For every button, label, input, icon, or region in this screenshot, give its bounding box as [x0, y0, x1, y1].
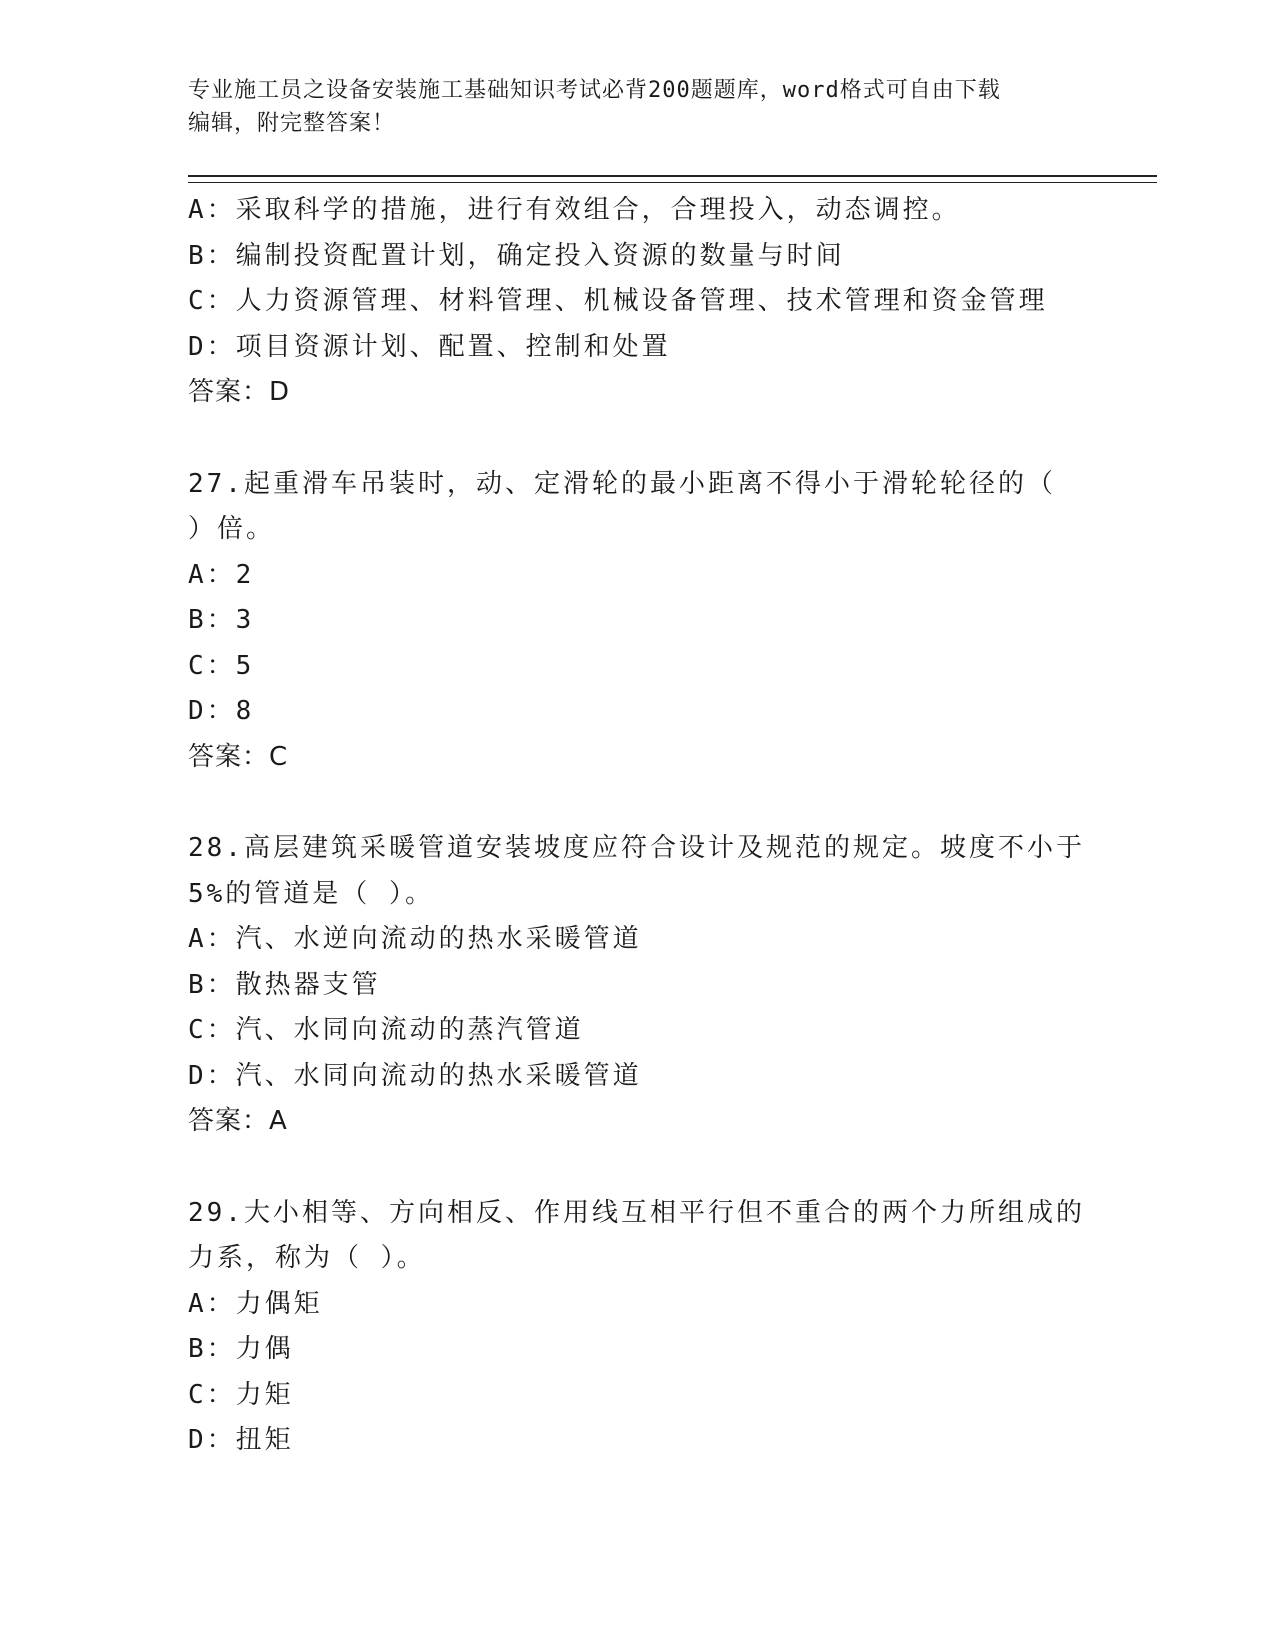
option-d: D：扭矩 [188, 1425, 294, 1455]
option-d: D：8 [188, 696, 255, 726]
header-rule-thin [188, 182, 1157, 183]
option-b: B：3 [188, 605, 255, 635]
answer-label: 答案：C [188, 741, 289, 772]
question-stem-line2: ）倍。 [188, 514, 276, 544]
header-title-line1: 专业施工员之设备安装施工基础知识考试必背200题题库，word格式可自由下载 [188, 78, 1001, 103]
option-b: B：力偶 [188, 1334, 294, 1364]
option-b: B：散热器支管 [188, 969, 381, 1000]
question-stem-line1: 29.大小相等、方向相反、作用线互相平行但不重合的两个力所组成的 [188, 1197, 1085, 1228]
question-28 [188, 826, 1088, 1145]
question-29 [188, 1191, 1088, 1464]
option-a: A：汽、水逆向流动的热水采暖管道 [188, 924, 642, 954]
question-stem-line1: 27.起重滑车吊装时，动、定滑轮的最小距离不得小于滑轮轮径的（ [188, 468, 1056, 499]
document-header [188, 74, 1088, 140]
question-stem-line2: 5%的管道是（ ）。 [188, 878, 434, 909]
question-list [188, 188, 1088, 1464]
option-d: D：项目资源计划、配置、控制和处置 [188, 331, 671, 362]
option-d: D：汽、水同向流动的热水采暖管道 [188, 1060, 642, 1091]
answer-label: 答案：D [188, 377, 291, 407]
option-c: C：人力资源管理、材料管理、机械设备管理、技术管理和资金管理 [188, 286, 1048, 316]
option-c: C：5 [188, 650, 255, 681]
option-a: A：采取科学的措施，进行有效组合，合理投入，动态调控。 [188, 195, 961, 225]
option-c: C：汽、水同向流动的蒸汽管道 [188, 1015, 584, 1045]
answer-label: 答案：A [188, 1106, 288, 1136]
option-c: C：力矩 [188, 1379, 294, 1410]
option-a: A：力偶矩 [188, 1288, 323, 1319]
option-a: A：2 [188, 559, 255, 590]
header-title-line2: 编辑，附完整答案！ [188, 111, 396, 136]
question-stem-line1: 28.高层建筑采暖管道安装坡度应符合设计及规范的规定。坡度不小于 [188, 833, 1085, 863]
question-stem-line2: 力系，称为（ ）。 [188, 1243, 426, 1273]
option-b: B：编制投资配置计划，确定投入资源的数量与时间 [188, 240, 845, 271]
question-26 [188, 188, 1088, 416]
header-rule-thick [188, 175, 1157, 177]
question-27 [188, 462, 1088, 781]
